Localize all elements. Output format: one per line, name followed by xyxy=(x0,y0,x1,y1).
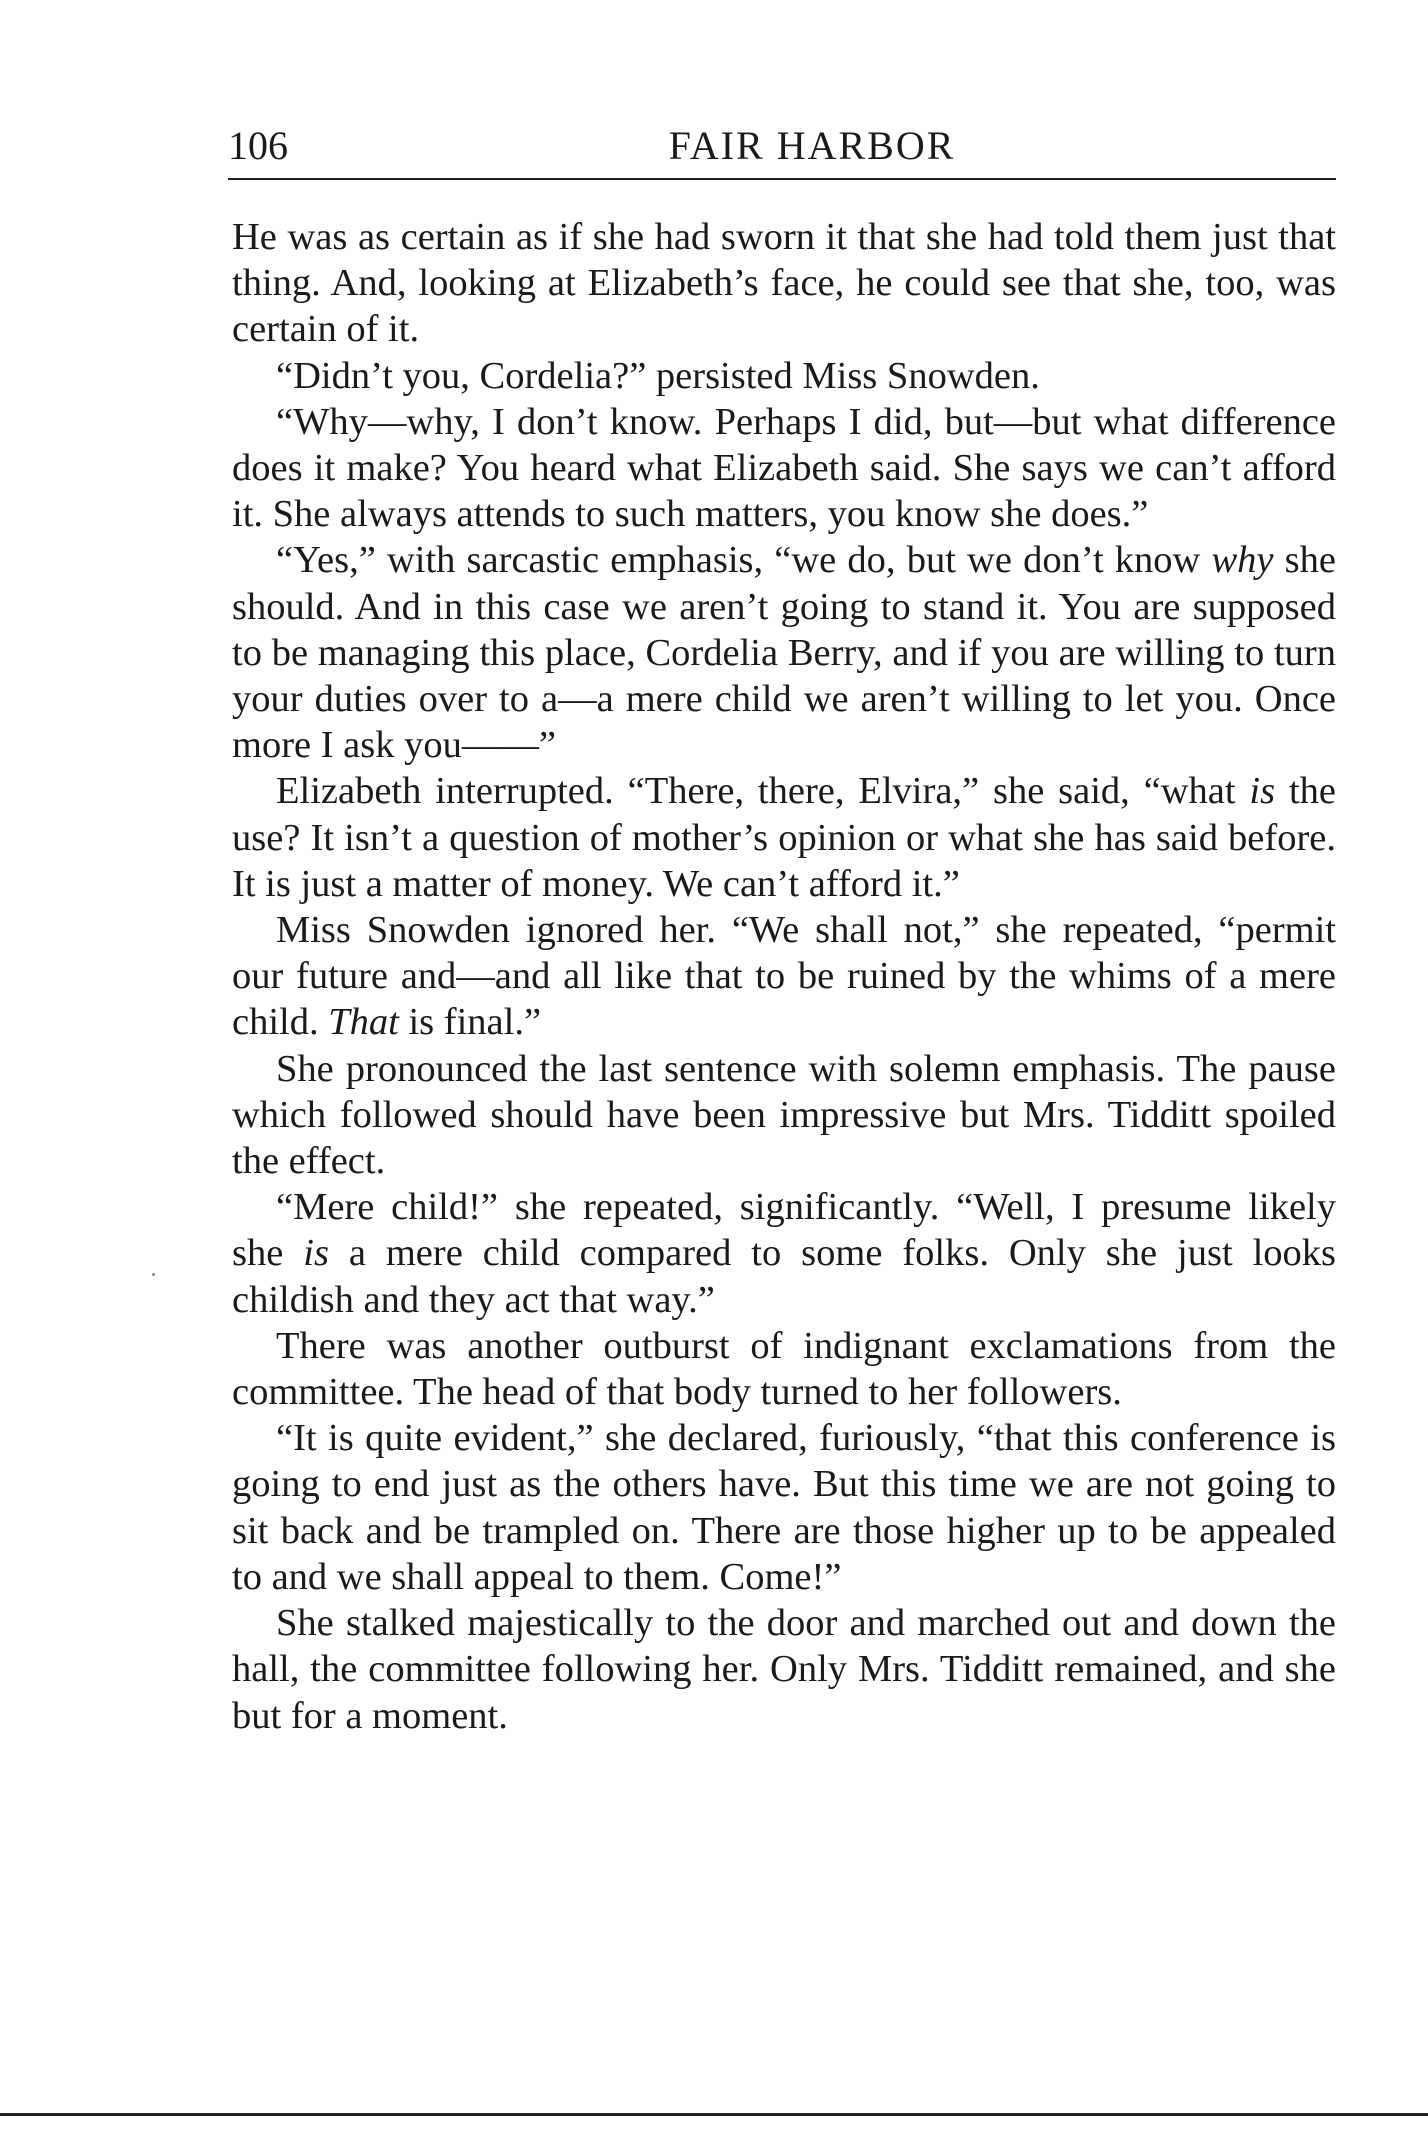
running-title: FAIR HARBOR xyxy=(668,123,956,168)
text-run: She stalked majestically to the door and marched out and down the hall, the committee following her. Only Mrs. Tidditt remained, and she but for a moment. xyxy=(232,1602,1336,1737)
paragraph xyxy=(232,1323,1336,1415)
print-speck xyxy=(152,1273,155,1276)
paragraph xyxy=(232,1415,1336,1600)
text-run: she should. And in this case we aren’t going to stand it. You are supposed to be managing this place, Cordelia Berry, and if you are willing to turn your duties over to a—a mere child we aren’t willing to let you. Once more I ask you——” xyxy=(232,539,1336,767)
text-run: “Yes,” with sarcastic emphasis, “we do, but we don’t know xyxy=(276,539,1212,582)
text-run: He was as certain as if she had sworn it that she had told them just that thing. And, looking at Elizabeth’s face, he could see that she, too, was certain of it. xyxy=(232,216,1336,351)
text-run: There was another outburst of indignant exclamations from the committee. The head of that body turned to her followers. xyxy=(232,1324,1336,1414)
text-run: a mere child compared to some folks. Only she just looks childish and they act that way.” xyxy=(232,1232,1337,1321)
paragraph xyxy=(232,1046,1336,1185)
paragraph xyxy=(232,768,1336,907)
text-run: “It is quite evident,” she declared, furiously, “that this conference is going to end just as the others have. But this time we are not going to sit back and be trampled on. There are those higher up to be appealed to and we shall appeal to them. Come!” xyxy=(232,1417,1336,1598)
text-run: She pronounced the last sentence with solemn emphasis. The pause which followed should have been impressive but Mrs. Tidditt spoiled the effect. xyxy=(232,1047,1336,1183)
header-rule xyxy=(228,178,1336,180)
text-run: the use? It isn’t a question of mother’s opinion or what she has said before. It is just a matter of money. We can’t afford it.” xyxy=(232,770,1336,905)
text-run: “Why—why, I don’t know. Perhaps I did, but—but what difference does it make? You heard what Elizabeth said. She says we can’t afford it. She always attends to such matters, you know she does.” xyxy=(232,400,1336,536)
paragraph xyxy=(232,537,1336,768)
page-header xyxy=(228,120,1336,172)
paragraph xyxy=(232,1600,1336,1739)
text-run: is final.” xyxy=(398,1001,542,1044)
paragraph xyxy=(232,907,1336,1046)
body-text xyxy=(232,214,1336,1739)
text-run: Miss Snowden ignored her. “We shall not,” she repeated, “permit our future and—and all like that to be ruined by the whims of a mere child. xyxy=(232,909,1336,1044)
italic-text: why xyxy=(1211,539,1274,582)
paragraph xyxy=(232,1184,1336,1323)
text-run: Elizabeth interrupted. “There, there, Elvira,” she said, “what xyxy=(276,770,1250,813)
paragraph xyxy=(232,353,1336,399)
page-number: 106 xyxy=(228,123,288,168)
italic-text: is xyxy=(1249,770,1276,813)
italic-text: That xyxy=(328,1001,399,1044)
italic-text: is xyxy=(303,1232,329,1275)
paragraph xyxy=(232,214,1336,353)
text-run: “Mere child!” she repeated, significantly. “Well, I presume likely she xyxy=(232,1186,1336,1275)
paragraph xyxy=(232,399,1336,538)
text-run: “Didn’t you, Cordelia?” persisted Miss Snowden. xyxy=(276,354,1040,397)
bottom-rule xyxy=(0,2113,1428,2116)
